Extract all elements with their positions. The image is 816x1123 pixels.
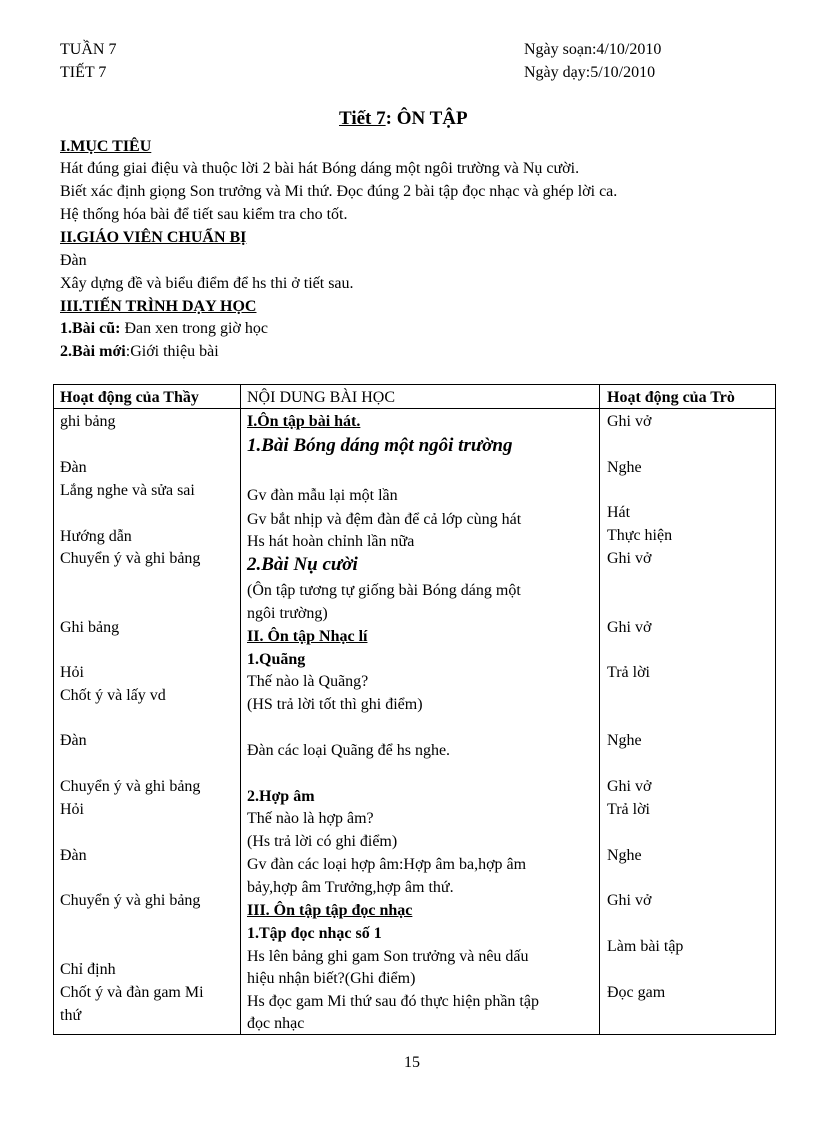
student-activity: Nghe bbox=[607, 847, 642, 864]
week-label: TUẦN 7 bbox=[60, 41, 117, 58]
content-line: Gv bắt nhịp và đệm đàn để cả lớp cùng hát bbox=[247, 511, 522, 528]
student-activity: Thực hiện bbox=[607, 527, 673, 544]
old-lesson bbox=[60, 319, 268, 339]
teacher-activity: thứ bbox=[60, 1007, 82, 1024]
student-activity: Nghe bbox=[607, 459, 642, 476]
teacher-activity: Hướng dẫn bbox=[60, 528, 132, 545]
preparation-line: Xây dựng đề và biểu điểm để hs thi ở tiết sau. bbox=[60, 275, 354, 292]
new-lesson-text: :Giới thiệu bài bbox=[125, 343, 219, 360]
teacher-activity: Hỏi bbox=[60, 801, 84, 818]
student-activity: Ghi vở bbox=[607, 550, 652, 567]
title-label: Tiết 7 bbox=[339, 108, 386, 129]
teacher-activity: Chuyển ý và ghi bảng bbox=[60, 778, 201, 795]
new-lesson bbox=[60, 342, 219, 362]
objective-line: Hát đúng giai điệu và thuộc lời 2 bài hát Bóng dáng một ngôi trường và Nụ cười. bbox=[60, 160, 580, 177]
student-activity: Trả lời bbox=[607, 664, 650, 681]
content-line: II. Ôn tập Nhạc lí bbox=[247, 628, 368, 645]
content-line: (Ôn tập tương tự giống bài Bóng dáng một bbox=[247, 582, 521, 599]
content-line: III. Ôn tập tập đọc nhạc bbox=[247, 902, 413, 919]
student-activity: Ghi vở bbox=[607, 413, 652, 430]
content-line: ngôi trường) bbox=[247, 605, 328, 622]
content-line: Đàn các loại Quãng để hs nghe. bbox=[247, 742, 451, 759]
teacher-activity: Đàn bbox=[60, 459, 87, 476]
teacher-activity: Chốt ý và lấy vd bbox=[60, 687, 166, 704]
content-line: Hs hát hoàn chỉnh lần nữa bbox=[247, 533, 415, 550]
content-line: đọc nhạc bbox=[247, 1015, 305, 1032]
header-teacher: Hoạt động của Thầy bbox=[60, 389, 199, 406]
content-line: Gv đàn các loại hợp âm:Hợp âm ba,hợp âm bbox=[247, 856, 527, 873]
content-line: Thế nào là hợp âm? bbox=[247, 810, 374, 827]
content-line: Gv đàn mẫu lại một lần bbox=[247, 487, 398, 504]
content-line: I.Ôn tập bài hát. bbox=[247, 413, 361, 430]
content-line: (HS trả lời tốt thì ghi điểm) bbox=[247, 696, 423, 713]
prep-date: Ngày soạn:4/10/2010 bbox=[524, 41, 662, 58]
content-line: hiệu nhận biết?(Ghi điểm) bbox=[247, 970, 416, 987]
content-line: Hs lên bảng ghi gam Son trưởng và nêu dấu bbox=[247, 948, 529, 965]
student-activity: Ghi vở bbox=[607, 619, 652, 636]
student-activity: Ghi vở bbox=[607, 892, 652, 909]
table-border-right bbox=[775, 384, 776, 1035]
content-line: 1.Tập đọc nhạc số 1 bbox=[247, 925, 382, 942]
content-line: 1.Quãng bbox=[247, 651, 306, 668]
teacher-activity: Chốt ý và đàn gam Mi bbox=[60, 984, 204, 1001]
teacher-activity: Chuyển ý và ghi bảng bbox=[60, 550, 201, 567]
header-content: NỘI DUNG BÀI HỌC bbox=[247, 389, 395, 406]
objective-line: Hệ thống hóa bài để tiết sau kiểm tra cho tốt. bbox=[60, 206, 348, 223]
process-heading: III.TIẾN TRÌNH DẠY HỌC bbox=[60, 298, 257, 315]
new-lesson-label: 2.Bài mới bbox=[60, 343, 126, 360]
period-label: TIẾT 7 bbox=[60, 64, 107, 81]
teacher-activity: Hỏi bbox=[60, 664, 84, 681]
teacher-activity: Lắng nghe và sửa sai bbox=[60, 482, 195, 499]
table-column-divider bbox=[240, 384, 241, 1035]
student-activity: Làm bài tập bbox=[607, 938, 684, 955]
preparation-line: Đàn bbox=[60, 252, 87, 269]
old-lesson-text: Đan xen trong giờ học bbox=[120, 320, 268, 337]
teach-date: Ngày dạy:5/10/2010 bbox=[524, 64, 656, 81]
teacher-activity: ghi bảng bbox=[60, 413, 116, 430]
student-activity: Hát bbox=[607, 504, 631, 521]
content-line: 2.Hợp âm bbox=[247, 788, 315, 805]
content-line: Thế nào là Quãng? bbox=[247, 673, 369, 690]
content-line: Hs đọc gam Mi thứ sau đó thực hiện phần tập bbox=[247, 993, 539, 1010]
teacher-activity: Đàn bbox=[60, 847, 87, 864]
table-border-top bbox=[53, 384, 776, 385]
table-border-left bbox=[53, 384, 54, 1035]
content-line: 1.Bài Bóng dáng một ngôi trường bbox=[247, 435, 513, 456]
student-activity: Nghe bbox=[607, 732, 642, 749]
teacher-activity: Chuyển ý và ghi bảng bbox=[60, 892, 201, 909]
student-activity: Trả lời bbox=[607, 801, 650, 818]
content-line: (Hs trả lời có ghi điểm) bbox=[247, 833, 398, 850]
student-activity: Đọc gam bbox=[607, 984, 666, 1001]
preparation-heading: II.GIÁO VIÊN CHUẨN BỊ bbox=[60, 229, 247, 246]
teacher-activity: Chỉ định bbox=[60, 961, 116, 978]
table-column-divider bbox=[599, 384, 600, 1035]
student-activity: Ghi vở bbox=[607, 778, 652, 795]
objective-line: Biết xác định giọng Son trưởng và Mi thứ. Đọc đúng 2 bài tập đọc nhạc và ghép lời ca. bbox=[60, 183, 618, 200]
page-number: 15 bbox=[404, 1054, 420, 1071]
content-line: 2.Bài Nụ cười bbox=[247, 554, 358, 575]
header-student: Hoạt động của Trò bbox=[607, 389, 735, 406]
table-border-bottom bbox=[53, 1034, 776, 1035]
objectives-heading: I.MỤC TIÊU bbox=[60, 138, 152, 155]
content-line: bảy,hợp âm Trưởng,hợp âm thứ. bbox=[247, 879, 454, 896]
teacher-activity: Đàn bbox=[60, 732, 87, 749]
old-lesson-label: 1.Bài cũ: bbox=[60, 320, 121, 337]
teacher-activity: Ghi bảng bbox=[60, 619, 120, 636]
title-rest: : ÔN TẬP bbox=[385, 108, 468, 129]
page-title bbox=[339, 109, 468, 129]
